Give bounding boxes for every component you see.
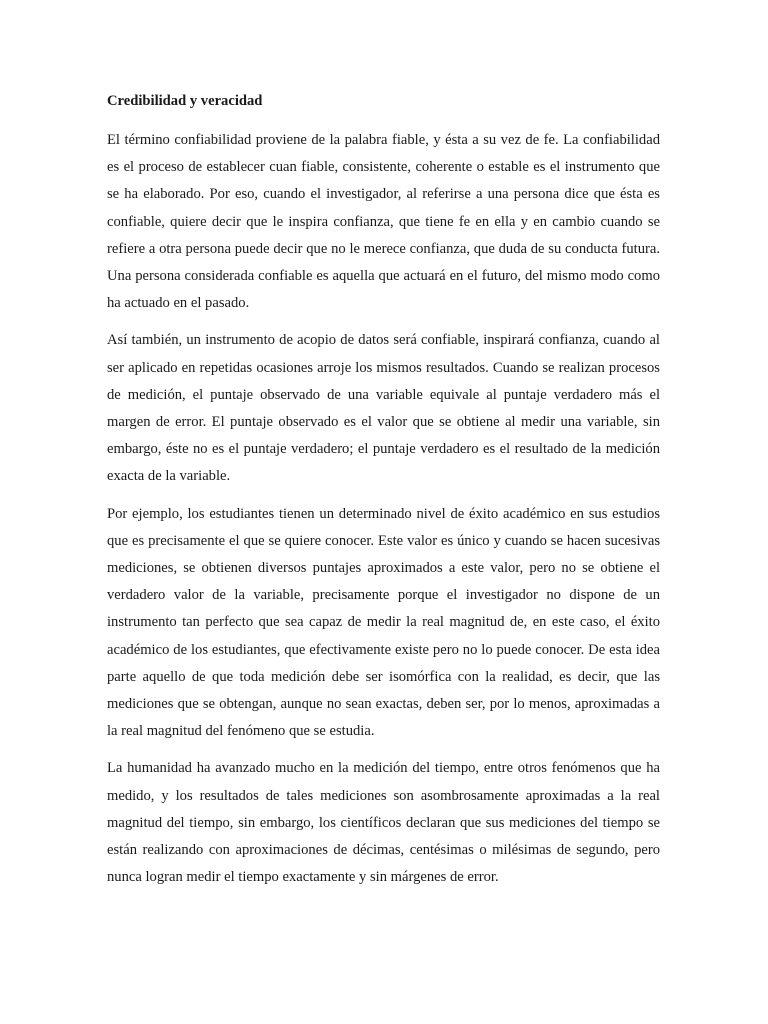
document-title: Credibilidad y veracidad xyxy=(107,93,263,109)
document-body xyxy=(107,91,660,901)
paragraph-3: Por ejemplo, los estudiantes tienen un determinado nivel de éxito académico en sus estudios que es precisamente el que se quiere conocer. Este valor es único y cuando se hacen sucesivas mediciones, se obtienen diversos puntajes aproximados a este valor, pero no se obtiene el verdadero valor de la variable, precisamente porque el investigador no dispone de un instrumento tan perfecto que sea capaz de medir la real magnitud de, en este caso, el éxito académico de los estudiantes, que efectivamente existe pero no lo puede conocer. De esta idea parte aquello de que toda medición debe ser isomórfica con la realidad, es decir, que las mediciones que se obtengan, aunque no sean exactas, deben ser, por lo menos, aproximadas a la real magnitud del fenómeno que se estudia. xyxy=(107,505,660,740)
paragraph-4: La humanidad ha avanzado mucho en la medición del tiempo, entre otros fenómenos que ha medido, y los resultados de tales mediciones son asombrosamente aproximadas a la real magnitud del tiempo, sin embargo, los científicos declaran que sus mediciones del tiempo se están realizando con aproximaciones de décimas, centésimas o milésimas de segundo, pero nunca logran medir el tiempo exactamente y sin márgenes de error. xyxy=(107,760,660,886)
paragraph-2: Así también, un instrumento de acopio de datos será confiable, inspirará confianza, cuando al ser aplicado en repetidas ocasiones arroje los mismos resultados. Cuando se realizan procesos de medición, el puntaje observado de una variable equivale al puntaje verdadero más el margen de error. El puntaje observado es el valor que se obtiene al medir una variable, sin embargo, éste no es el puntaje verdadero; el puntaje verdadero es el resultado de la medición exacta de la variable. xyxy=(107,332,660,485)
paragraph-1: El término confiabilidad proviene de la palabra fiable, y ésta a su vez de fe. La confiabilidad es el proceso de establecer cuan fiable, consistente, coherente o estable es el instrumento que se ha elaborado. Por eso, cuando el investigador, al referirse a una persona dice que ésta es confiable, quiere decir que le inspira confianza, que tiene fe en ella y en cambio cuando se refiere a otra persona puede decir que no le merece confianza, que duda de su conducta futura. Una persona considerada confiable es aquella que actuará en el futuro, del mismo modo como ha actuado en el pasado. xyxy=(107,132,660,312)
